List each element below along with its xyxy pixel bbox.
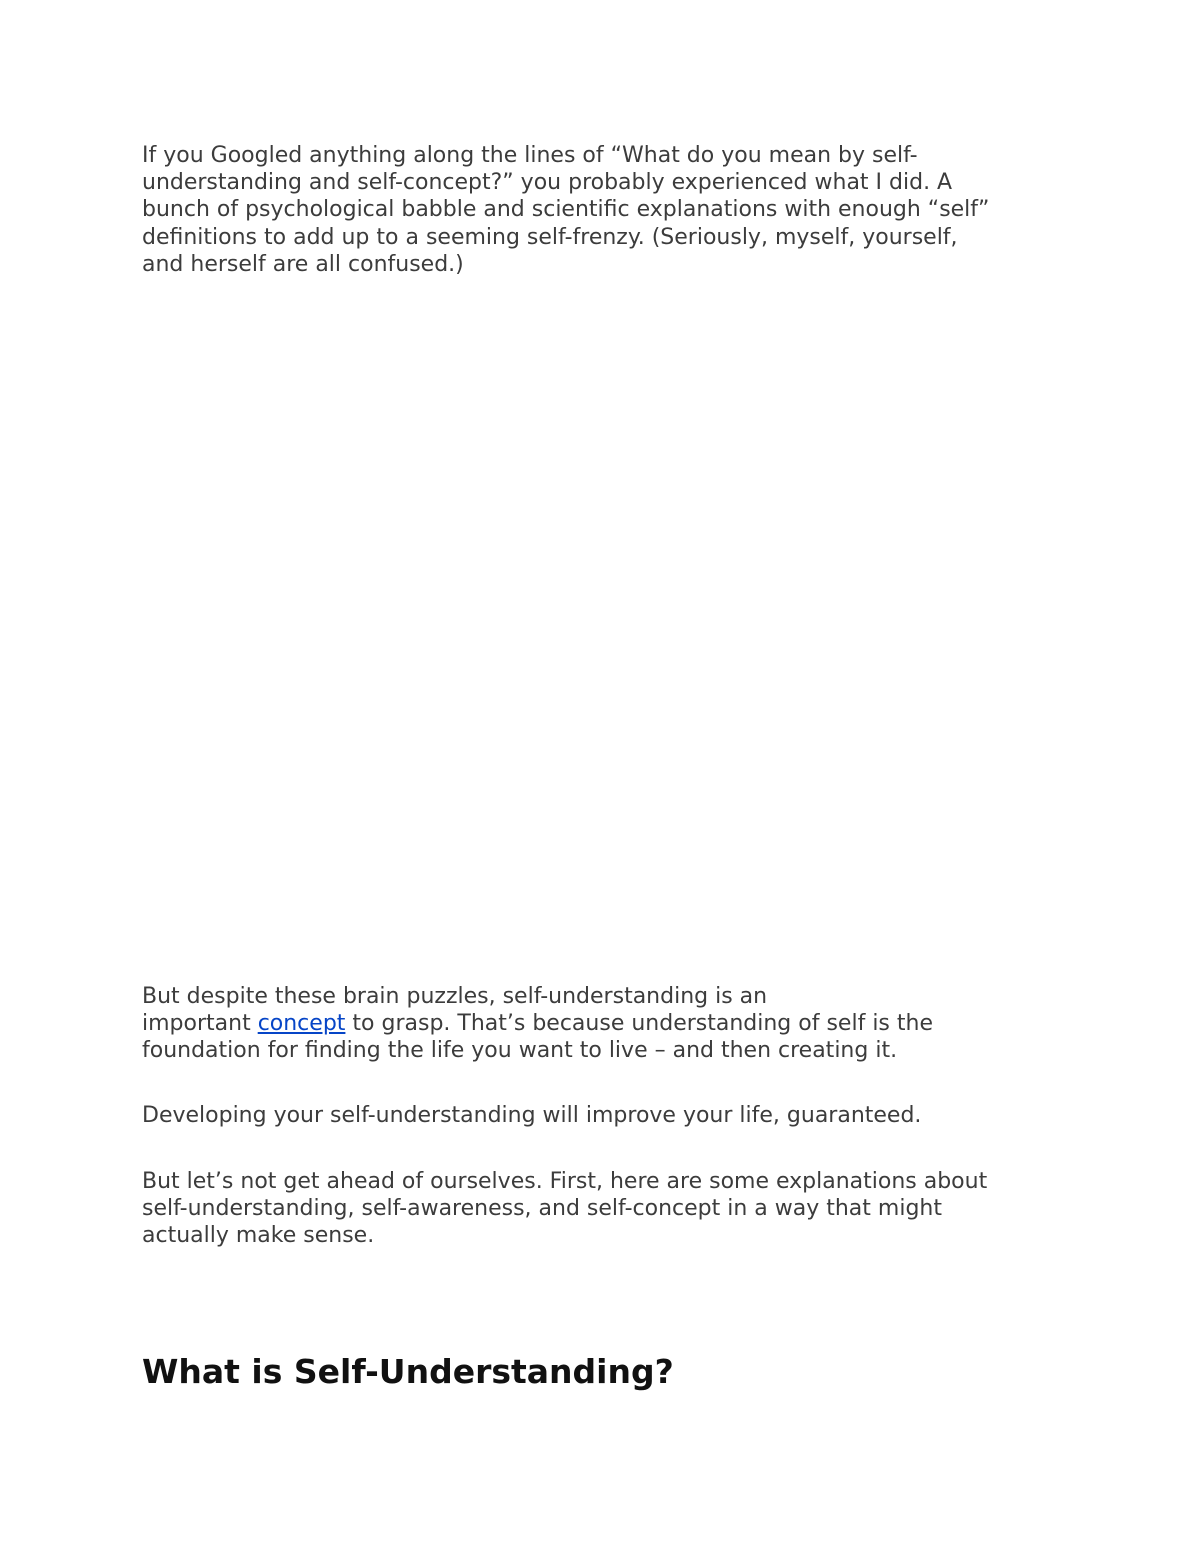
developing-line: Developing your self-understanding will improve your life, guaranteed. [142, 1103, 922, 1128]
despite-line-2-start: important [142, 1011, 258, 1037]
despite-line-3: foundation for finding the life you want to live – and then creating it. [142, 1038, 898, 1064]
despite-line-1: But despite these brain puzzles, self-understanding is an [142, 984, 768, 1009]
despite-line-2-end: to grasp. That’s because understanding of self is the [345, 1011, 933, 1037]
section-heading: What is Self-Understanding? [142, 1352, 674, 1391]
intro-line-1: If you Googled anything along the lines of “What do you mean by self- [142, 143, 918, 168]
ahead-line-2: self-understanding, self-awareness, and self-concept in a way that might [142, 1196, 942, 1222]
developing-paragraph [142, 1102, 1062, 1129]
despite-line-2 [142, 1010, 1062, 1037]
ahead-paragraph [142, 1168, 1062, 1250]
intro-line-2: understanding and self-concept?” you probably experienced what I did. A [142, 170, 953, 196]
intro-line-5: and herself are all confused.) [142, 251, 464, 277]
ahead-line-1: But let’s not get ahead of ourselves. First, here are some explanations about [142, 1169, 988, 1194]
concept-link[interactable]: concept [257, 1011, 346, 1037]
despite-paragraph [142, 983, 1062, 1065]
ahead-line-3: actually make sense. [142, 1223, 375, 1249]
intro-line-3: bunch of psychological babble and scientific explanations with enough “self” [142, 197, 990, 223]
intro-line-4: definitions to add up to a seeming self-frenzy. (Seriously, myself, yourself, [142, 224, 958, 250]
intro-paragraph [142, 142, 1062, 278]
